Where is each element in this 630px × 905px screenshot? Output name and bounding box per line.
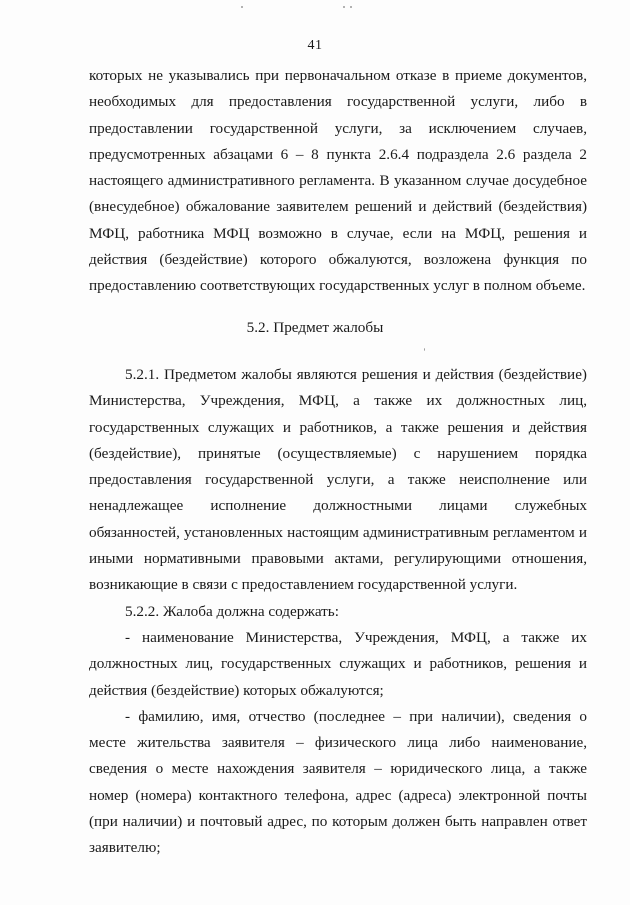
intro-text-block (89, 63, 587, 300)
intro-paragraph: которых не указывались при первоначальном отказе в приеме документов, необходимых для предоставления государственной услуги, либо в предоставлении государственной услуги, за исключением случаев, предусмотренных абзацами 6 – 8 пункта 2.6.4 подраздела 2.6 раздела 2 настоящего административного регламента. В указанном случае досудебное (внесудебное) обжалование заявителем решений и действий (бездействия) МФЦ, работника МФЦ возможно в случае, если на МФЦ, решения и действия (бездействие) которого обжалуются, возложена функция по предоставлению соответствующих государственных услуг в полном объеме. (89, 67, 587, 295)
section-heading: 5.2. Предмет жалобы (246, 319, 384, 336)
scan-speck (424, 348, 425, 351)
paragraph-5-2-2: 5.2.2. Жалоба должна содержать: (125, 602, 339, 620)
page-number: 41 (307, 38, 323, 53)
scan-speck (343, 6, 345, 8)
scan-speck (241, 6, 243, 8)
paragraph-5-2-1: 5.2.1. Предметом жалобы являются решения и действия (бездействие) Министерства, Учреждения, МФЦ, а также их должностных лиц, государственных служащих и работников, а также решения и действия (бездействие), принятые (осуществляемые) с нарушением порядка предоставления государственной услуги, а также неисполнение или ненадлежащее исполнение должностными лицами служебных обязанностей, установленных настоящим административным регламентом и иными нормативными правовыми актами, регулирующими отношения, возникающие в связи с предоставлением государственной услуги. (89, 366, 587, 594)
scan-speck (350, 6, 352, 8)
list-item-name-of-body: - наименование Министерства, Учреждения, МФЦ, а также их должностных лиц, государственных служащих и работников, решения и действия (бездействие) которых обжалуются; (89, 628, 587, 699)
list-item-applicant-details: - фамилию, имя, отчество (последнее – при наличии), сведения о месте жительства заявителя – физического лица либо наименование, сведения о месте нахождения заявителя – юридического лица, а также номер (номера) контактного телефона, адрес (адреса) электронной почты (при наличии) и почтовый адрес, по которым должен быть направлен ответ заявителю; (89, 707, 587, 857)
section-text-block (89, 362, 587, 862)
